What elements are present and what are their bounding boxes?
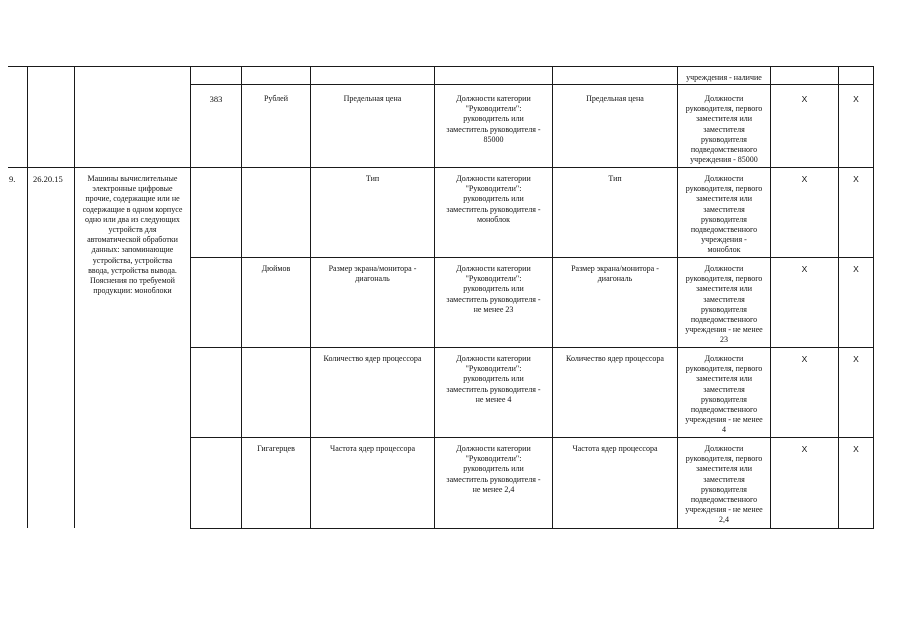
- value-cell: Должности категории "Руководители": руководитель или заместитель руководителя - 85000: [446, 94, 541, 144]
- x-mark: X: [853, 354, 859, 364]
- product-name-cell: Машины вычислительные электронные цифровые прочие, содержащие или не содержащие в одном корпусе одно или два из следующих устройств для автоматической обработки данных: запоминающие устройства, устройства ввода, устройства вывода. Пояснения по требуемой продукции: моноблоки: [82, 174, 183, 296]
- table-top-border: [8, 66, 874, 67]
- value-cell: Должности категории "Руководители": руководитель или заместитель руководителя - не менее 2,4: [446, 444, 541, 494]
- x-mark: X: [853, 94, 859, 104]
- characteristic-cell-2: Количество ядер процессора: [566, 354, 664, 363]
- row-divider: [190, 437, 874, 438]
- okpd-code-cell: 26.20.15: [33, 174, 63, 184]
- x-mark: X: [853, 174, 859, 184]
- characteristic-cell-2: Предельная цена: [586, 94, 644, 103]
- table-bottom-border: [190, 528, 874, 529]
- value-cell: Должности категории "Руководители": руководитель или заместитель руководителя - не менее 4: [446, 354, 541, 404]
- value-cell: Должности категории "Руководители": руководитель или заместитель руководителя - моноблок: [446, 174, 541, 224]
- value-cell-2: Должности руководителя, первого заместителя или заместителя руководителя подведомственного учреждения - не менее 23: [685, 264, 763, 345]
- value-cell-2: Должности руководителя, первого заместителя или заместителя руководителя подведомственного учреждения - не менее 4: [685, 354, 763, 435]
- row-divider: [190, 347, 874, 348]
- responsible-value-cell: учреждения - наличие: [686, 73, 762, 82]
- table-right-border: [873, 66, 874, 529]
- x-mark: X: [801, 174, 808, 184]
- unit-cell: Дюймов: [261, 264, 291, 273]
- column-divider: [552, 66, 553, 529]
- row-divider: [190, 257, 874, 258]
- column-divider: [434, 66, 435, 529]
- column-divider: [74, 66, 75, 528]
- characteristic-cell-2: Частота ядер процессора: [572, 444, 658, 453]
- characteristic-cell-2: Тип: [608, 174, 622, 183]
- x-mark: X: [853, 444, 859, 454]
- column-divider: [190, 66, 191, 529]
- item-number-cell: 9.: [9, 174, 16, 184]
- characteristic-cell: Количество ядер процессора: [323, 354, 422, 363]
- column-divider: [838, 66, 839, 529]
- characteristic-cell: Предельная цена: [343, 94, 402, 103]
- column-divider: [27, 66, 28, 528]
- value-cell-2: Должности руководителя, первого заместителя или заместителя руководителя подведомственного учреждения - моноблок: [685, 174, 763, 255]
- value-cell: Должности категории "Руководители": руководитель или заместитель руководителя - не менее 23: [446, 264, 541, 314]
- unit-cell: Гигагерцев: [257, 444, 295, 453]
- characteristic-cell: Тип: [365, 174, 380, 183]
- x-mark: X: [801, 94, 808, 104]
- column-divider: [310, 66, 311, 529]
- characteristic-cell: Размер экрана/монитора - диагональ: [328, 264, 417, 284]
- column-divider: [677, 66, 678, 529]
- unit-cell: Рублей: [263, 94, 289, 103]
- row-divider: [190, 84, 874, 85]
- x-mark: X: [853, 264, 859, 274]
- characteristic-cell: Частота ядер процессора: [330, 444, 415, 453]
- code-cell: 383: [209, 94, 223, 104]
- characteristic-cell-2: Размер экрана/монитора - диагональ: [571, 264, 659, 284]
- x-mark: X: [801, 354, 808, 364]
- value-cell-2: Должности руководителя, первого заместителя или заместителя руководителя подведомственного учреждения - не менее 2,4: [685, 444, 763, 525]
- column-divider: [241, 66, 242, 529]
- x-mark: X: [801, 444, 808, 454]
- row-divider: [8, 167, 874, 168]
- value-cell-2: Должности руководителя, первого заместителя или заместителя руководителя подведомственного учреждения - 85000: [685, 94, 763, 165]
- column-divider: [770, 66, 771, 529]
- x-mark: X: [801, 264, 808, 274]
